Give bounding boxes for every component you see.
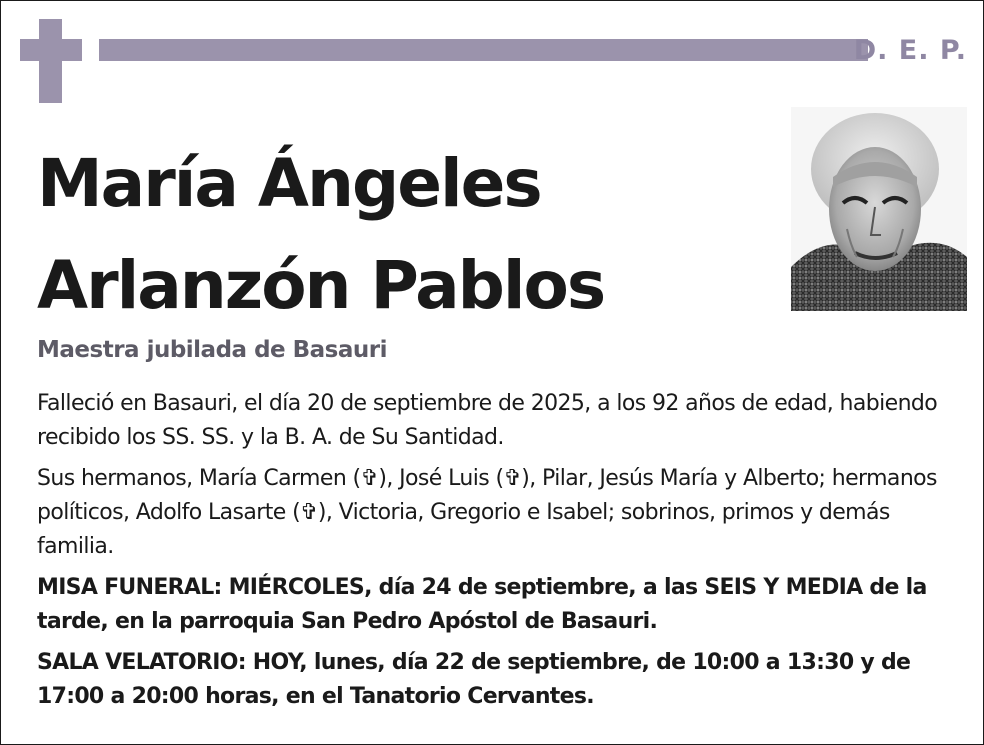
notice-body — [37, 387, 967, 721]
dep-badge: D. E. P. — [853, 35, 967, 66]
name-line-1: María Ángeles — [37, 145, 541, 222]
subtitle: Maestra jubilada de Basauri — [37, 337, 387, 363]
funeral-mass-paragraph: MISA FUNERAL: MIÉRCOLES, día 24 de septiembre, a las SEIS Y MEDIA de la tarde, en la parroquia San Pedro Apóstol de Basauri. — [37, 575, 927, 634]
death-notice-paragraph: Falleció en Basauri, el día 20 de septiembre de 2025, a los 92 años de edad, habiendo recibido los SS. SS. y la B. A. de Su Santidad. — [37, 391, 938, 450]
family-paragraph: Sus hermanos, María Carmen (✞), José Luis (✞), Pilar, Jesús María y Alberto; hermanos políticos, Adolfo Lasarte (✞), Victoria, Gregorio e Isabel; sobrinos, primos y demás familia. — [37, 466, 937, 559]
deceased-name — [37, 133, 604, 337]
wake-paragraph: SALA VELATORIO: HOY, lunes, día 22 de septiembre, de 10:00 a 13:30 y de 17:00 a 20:00 horas, en el Tanatorio Cervantes. — [37, 650, 911, 709]
portrait-photo — [791, 107, 967, 311]
header-rule — [99, 39, 868, 61]
name-line-2: Arlanzón Pablos — [37, 247, 605, 324]
